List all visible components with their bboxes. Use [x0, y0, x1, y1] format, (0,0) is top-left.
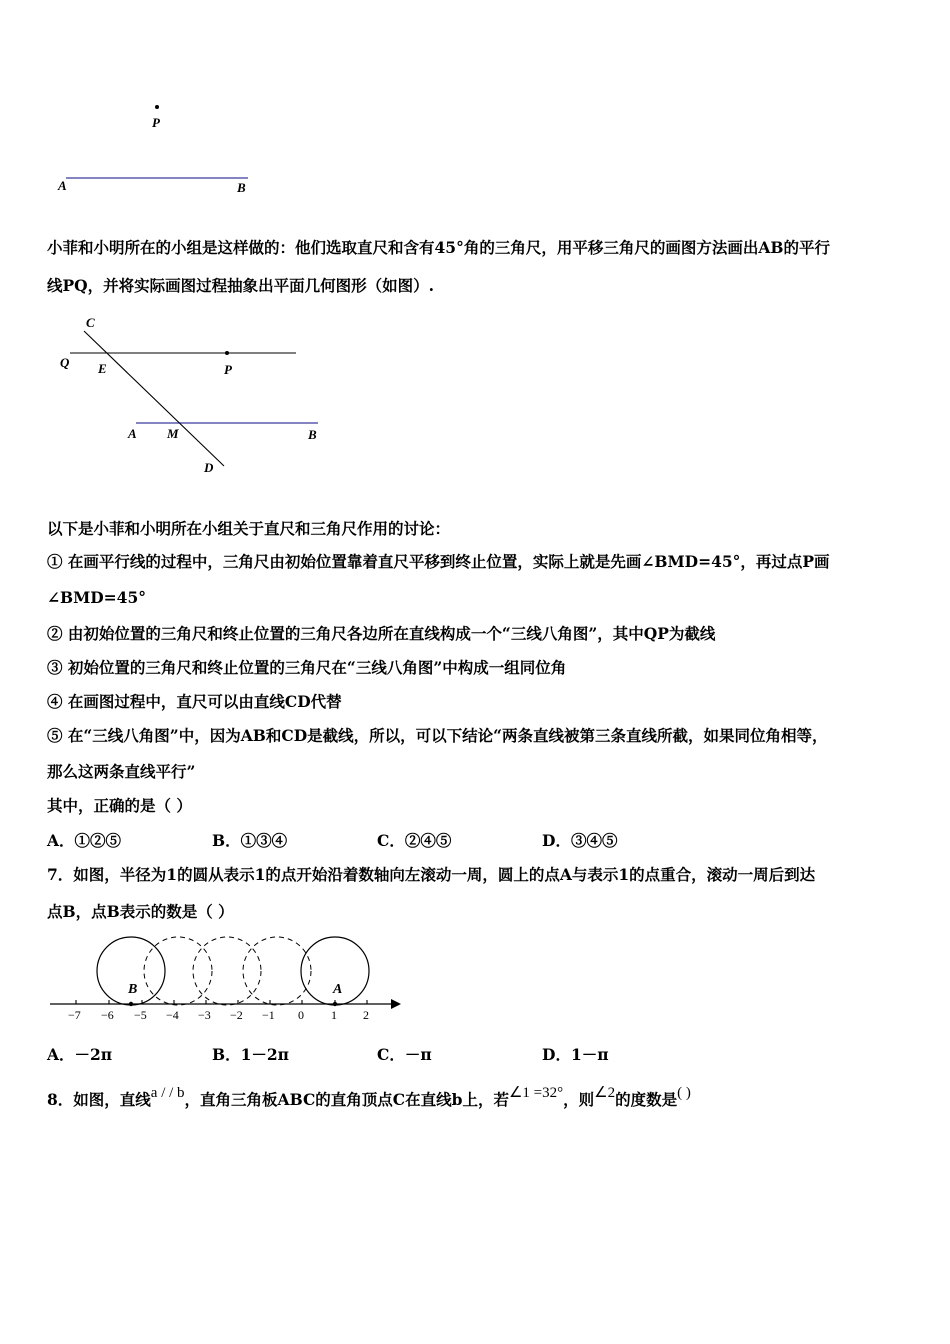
point-b-dot [129, 1002, 133, 1006]
q7-line-1: 7．如图，半径为1的圆从表示1的点开始沿着数轴向左滚动一周，圆上的点A与表示1的点重合，滚动一周后到达 [47, 865, 816, 884]
label-p: P [224, 362, 232, 377]
q8-question [47, 1085, 691, 1110]
circle-rolling-2 [193, 937, 261, 1005]
tick-label: −1 [262, 1008, 275, 1022]
tick-label: −7 [68, 1008, 81, 1022]
q8-suffix: 的度数是 [615, 1090, 678, 1109]
q6-question: 其中，正确的是（ ） [47, 796, 192, 815]
label-b: B [308, 427, 317, 442]
q7-option-d[interactable]: D．1－π [542, 1045, 609, 1064]
statement-1-line-2: ∠BMD=45° [47, 588, 146, 607]
label-d: D [204, 460, 214, 475]
label-m: M [167, 426, 179, 441]
tick-label: −4 [166, 1008, 179, 1022]
statement-2: ② 由初始位置的三角尺和终止位置的三角尺各边所在直线构成一个“三线八角图”，其中QP为截线 [47, 624, 716, 643]
q8-mid-2: ，则 [563, 1090, 595, 1109]
label-e: E [98, 361, 107, 376]
point-a-label: A [333, 982, 343, 997]
q8-prefix: 8．如图，直线 [47, 1090, 151, 1109]
q7-option-c[interactable]: C．－π [377, 1045, 432, 1064]
q6-option-d[interactable]: D．③④⑤ [542, 831, 618, 850]
label-c: C [86, 315, 95, 330]
statement-5-line-2: 那么这两条直线平行” [47, 762, 196, 781]
label-b: B [237, 180, 246, 195]
q7-option-b[interactable]: B．1－2π [212, 1045, 290, 1064]
statement-3: ③ 初始位置的三角尺和终止位置的三角尺在“三线八角图”中构成一组同位角 [47, 658, 567, 677]
statement-1-line-1: ① 在画平行线的过程中，三角尺由初始位置靠着直尺平移到终止位置，实际上就是先画∠BMD=45°，再过点P画 [47, 552, 830, 571]
q8-math-angle-2: ∠2 [594, 1085, 616, 1101]
intro-line-2: 线PQ，并将实际画图过程抽象出平面几何图形（如图）. [47, 276, 435, 295]
tick-label: 2 [363, 1008, 369, 1022]
q6-option-a[interactable]: A．①②⑤ [47, 831, 122, 850]
label-p: P [152, 115, 160, 130]
tick-label: −3 [198, 1008, 211, 1022]
q8-answer-paren: ( ) [677, 1085, 691, 1101]
axis-arrow [391, 999, 401, 1009]
discussion-heading: 以下是小菲和小明所在小组关于直尺和三角尺作用的讨论： [47, 519, 451, 538]
intro-line-1: 小菲和小明所在的小组是这样做的：他们选取直尺和含有45°角的三角尺，用平移三角尺的画图方法画出AB的平行 [47, 238, 830, 257]
tick-label: −2 [230, 1008, 243, 1022]
q8-math-parallel: a / / b [150, 1085, 185, 1101]
label-a: A [128, 426, 137, 441]
tick-label: −5 [134, 1008, 147, 1022]
q8-math-angle-1: ∠1 =32° [508, 1085, 564, 1101]
q7-option-a[interactable]: A．－2π [47, 1045, 113, 1064]
q6-option-c[interactable]: C．②④⑤ [377, 831, 452, 850]
statement-4: ④ 在画图过程中，直尺可以由直线CD代替 [47, 692, 342, 711]
circle-rolling-1 [144, 937, 212, 1005]
tick-label: 1 [331, 1008, 337, 1022]
point-a-dot [333, 1002, 337, 1006]
q7-line-2: 点B，点B表示的数是（ ） [47, 902, 234, 921]
q6-option-b[interactable]: B．①③④ [212, 831, 288, 850]
label-a: A [58, 178, 67, 193]
point-b-label: B [128, 982, 138, 997]
tick-label: −6 [101, 1008, 114, 1022]
tick-label: 0 [298, 1008, 304, 1022]
statement-5-line-1: ⑤ 在“三线八角图”中，因为AB和CD是截线，所以，可以下结论“两条直线被第三条直线所截，如果同位角相等， [47, 726, 828, 745]
q8-mid-1: ，直角三角板ABC的直角顶点C在直线b上，若 [184, 1090, 509, 1109]
label-q: Q [60, 355, 70, 370]
